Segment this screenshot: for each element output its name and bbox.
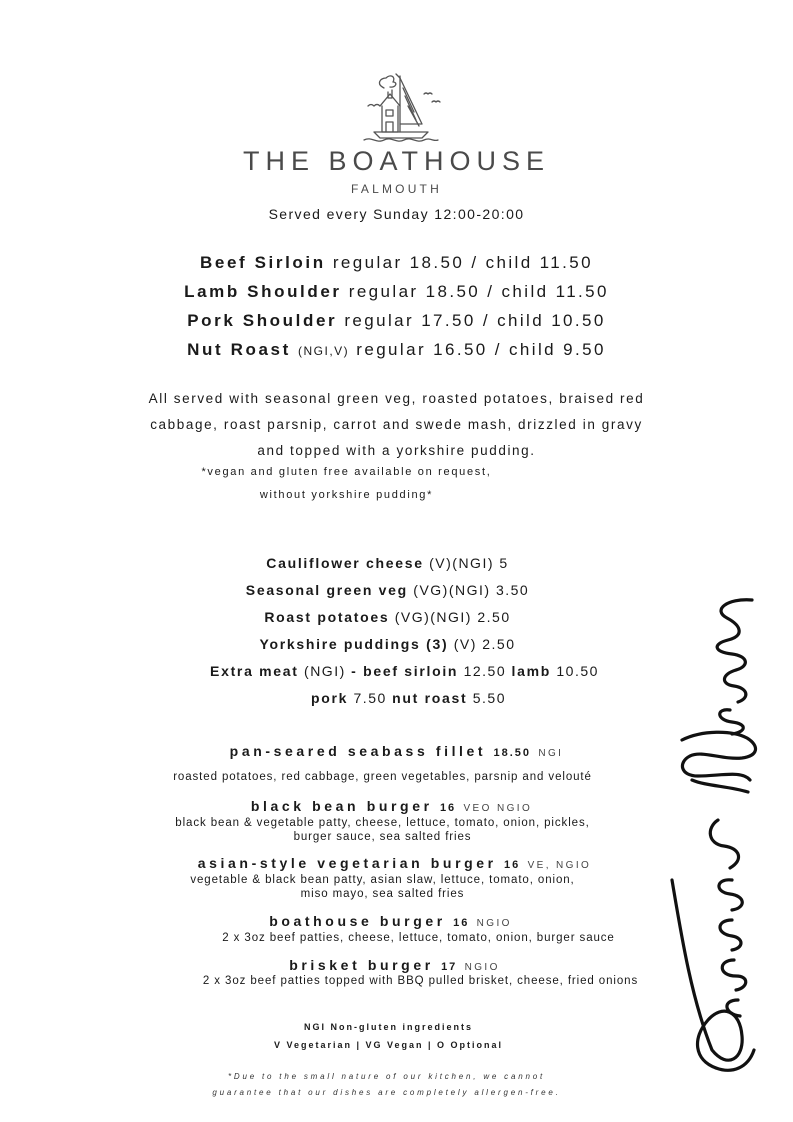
restaurant-title: THE BOATHOUSE: [242, 146, 551, 176]
extra-meat-name: pork: [310, 690, 349, 706]
roast-item: [0, 338, 793, 362]
dish-name: boathouse burger: [269, 913, 446, 929]
extra-meat-label: Extra meat: [210, 663, 299, 679]
dish-price: 17: [441, 961, 458, 973]
roast-note-line: *vegan and gluten free available on request,: [201, 466, 492, 478]
allergy-disclaimer-line: guarantee that our dishes are completely allergen-free.: [212, 1088, 561, 1097]
roast-description-line: and topped with a yorkshire pudding.: [257, 443, 536, 458]
extra-meat-price: 12.50: [463, 663, 507, 679]
extra-meat-price: 5.50: [472, 690, 506, 706]
side-tags-price: (VG)(NGI) 3.50: [413, 582, 530, 598]
dish-name: brisket burger: [289, 957, 434, 973]
side-name: Seasonal green veg: [245, 582, 408, 598]
dish-dietary-tags: NGIO: [464, 962, 500, 973]
extra-meat-tag: (NGI): [304, 663, 346, 679]
extra-meat-name: - beef sirloin: [351, 663, 459, 679]
roast-dietary-tags: (NGI,V): [297, 344, 350, 358]
dish-dietary-tags: VE, NGIO: [527, 860, 592, 871]
extra-meat-price: 7.50: [353, 690, 387, 706]
dish-description-line: black bean & vegetable patty, cheese, lettuce, tomato, onion, pickles,: [175, 817, 590, 829]
dish-dietary-tags: VEO NGIO: [463, 803, 533, 814]
roast-name: Lamb Shoulder: [184, 282, 342, 301]
roast-prices: regular 18.50 / child 11.50: [332, 253, 593, 272]
dish-price: 18.50: [493, 747, 532, 759]
roast-name: Pork Shoulder: [187, 311, 338, 330]
dish-price: 16: [439, 802, 457, 814]
roast-item: [0, 251, 793, 275]
allergy-disclaimer-line: *Due to the small nature of our kitchen, we cannot: [228, 1072, 545, 1081]
side-tags-price: (V) 2.50: [453, 636, 516, 652]
served-hours: Served every Sunday 12:00-20:00: [268, 206, 525, 222]
dish-name: pan-seared seabass fillet: [229, 743, 487, 759]
dish-dietary-tags: NGIO: [476, 918, 512, 929]
dietary-legend-line: V Vegetarian | VG Vegan | O Optional: [273, 1040, 504, 1050]
dish-name: asian-style vegetarian burger: [197, 855, 497, 871]
dietary-legend-line: NGI Non-gluten ingredients: [304, 1022, 473, 1032]
dish-description-line: miso mayo, sea salted fries: [300, 888, 465, 900]
extra-meat-name: nut roast: [392, 690, 468, 706]
roast-description-line: All served with seasonal green veg, roasted potatoes, braised red: [148, 391, 645, 406]
dish-description-line: 2 x 3oz beef patties topped with BBQ pulled brisket, cheese, fried onions: [202, 975, 639, 987]
roast-name: Beef Sirloin: [200, 253, 326, 272]
extra-meat-price: 10.50: [556, 663, 599, 679]
dish-description-line: vegetable & black bean patty, asian slaw, lettuce, tomato, onion,: [190, 874, 575, 886]
roast-item: [0, 309, 793, 333]
dish-description-line: roasted potatoes, red cabbage, green vegetables, parsnip and velouté: [173, 771, 592, 783]
roast-description: [0, 386, 793, 464]
dish-price: 16: [504, 859, 521, 871]
dish-dietary-tags: NGI: [538, 748, 564, 759]
side-tags-price: (VG)(NGI) 2.50: [394, 609, 511, 625]
roast-item: [0, 280, 793, 304]
roast-description-line: cabbage, roast parsnip, carrot and swede mash, drizzled in gravy: [150, 417, 643, 432]
restaurant-location: FALMOUTH: [351, 182, 442, 196]
roast-name: Nut Roast: [187, 340, 291, 359]
side-item: [0, 552, 784, 574]
dish-description-line: 2 x 3oz beef patties, cheese, lettuce, tomato, onion, burger sauce: [222, 932, 615, 944]
side-name: Cauliflower cheese: [266, 555, 424, 571]
boathouse-sailboat-logo-icon: [346, 66, 446, 148]
dish-name: black bean burger: [250, 798, 433, 814]
roast-prices: regular 16.50 / child 9.50: [356, 340, 606, 359]
extra-meat-name: lamb: [511, 663, 551, 679]
dish-description-line: burger sauce, sea salted fries: [293, 831, 472, 843]
sunday-menu-script-heading: [632, 580, 782, 1080]
roast-note: [0, 461, 743, 507]
roast-note-line: without yorkshire pudding*: [259, 489, 434, 501]
side-name: Roast potatoes: [264, 609, 390, 625]
side-tags-price: (V)(NGI) 5: [429, 555, 509, 571]
roast-prices: regular 18.50 / child 11.50: [348, 282, 609, 301]
roast-prices: regular 17.50 / child 10.50: [344, 311, 606, 330]
dish-price: 16: [453, 917, 470, 929]
side-name: Yorkshire puddings (3): [259, 636, 449, 652]
